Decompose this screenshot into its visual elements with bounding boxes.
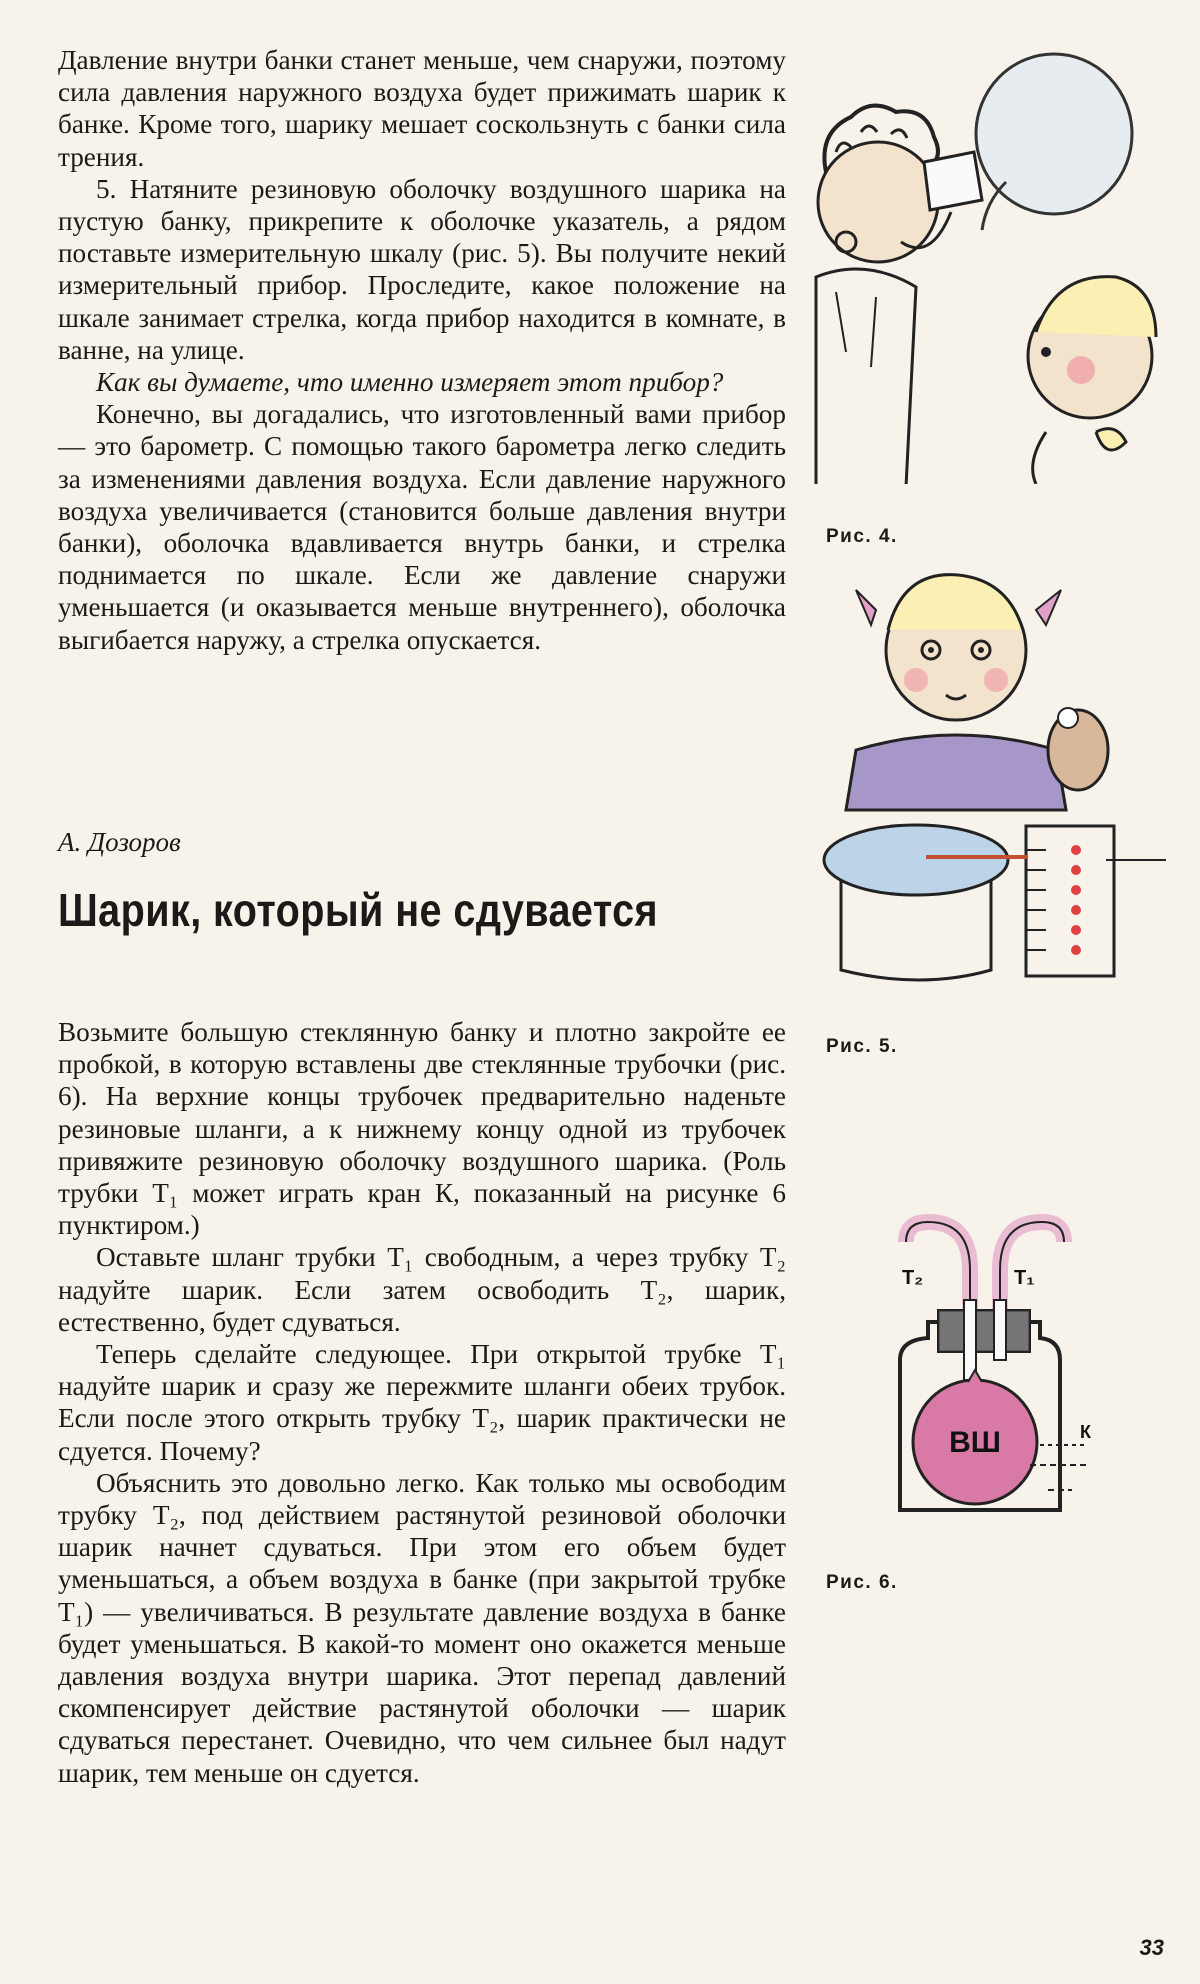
article-title: Шарик, который не сдувается [58, 884, 659, 936]
figure-4-illustration [806, 52, 1166, 484]
figure-4-caption: Рис. 4. [826, 526, 898, 547]
paragraph-barometer: Конечно, вы догадались, что изготовленный вами прибор — это барометр. С помощью такого барометра легко следить за изменениями давления воздуха. Если давление наружного воздуха увеличивается (становится больше давления внутри банки), оболочка вдавливается внутрь банки, и стрелка поднимается по шкале. Если же давление снаружи уменьшается (и оказывается меньше внутреннего), оболочка выгибается наружу, а стрелка опускается. [58, 399, 786, 655]
figure-5 [806, 560, 1166, 1057]
article-body [58, 1016, 786, 1789]
figure-6-caption: Рис. 6. [826, 1572, 898, 1593]
paragraph-experiment: Теперь сделайте следующее. При открытой трубке Т₁ надуйте шарик и сразу же пережмите шланги обеих трубок. Если после этого открыть трубку Т₂, шарик практически не сдуется. Почему? [58, 1339, 786, 1466]
figure-6-diagram [880, 1200, 1130, 1530]
label-tap: К [1080, 1422, 1091, 1442]
figure-5-illustration [806, 560, 1166, 986]
label-t1: Т₁ [1014, 1267, 1035, 1289]
paragraph-inflate: Оставьте шланг трубки Т₁ свободным, а через трубку Т₂ надуйте шарик. Если затем освободить Т₂, шарик, естественно, будет сдуваться. [58, 1242, 786, 1337]
paragraph-pressure: Давление внутри банки станет меньше, чем снаружи, поэтому сила давления наружного воздуха будет прижимать шарик к банке. Кроме того, шарику мешает соскользнуть с банки сила трения. [58, 45, 786, 172]
figure-6 [826, 1200, 1130, 1593]
paragraph-instructions: Возьмите большую стеклянную банку и плотно закройте ее пробкой, в которую вставлены две стеклянные трубочки (рис. 6). На верхние концы трубочек предварительно наденьте резиновые шланги, а к нижнему концу одной из трубочек привяжите резиновую оболочку воздушного шарика. (Роль трубки Т₁ может играть кран К, показанный на рисунке 6 пунктиром.) [58, 1017, 786, 1241]
page-number: 33 [1139, 1935, 1164, 1960]
paragraph-step-5: 5. Натяните резиновую оболочку воздушного шарика на пустую банку, прикрепите к оболочке указатель, а рядом поставьте измерительную шкалу (рис. 5). Вы получите некий измерительный прибор. Проследите, какое положение на шкале занимает стрелка, когда прибор находится в комнате, в ванне, на улице. [58, 173, 786, 365]
paragraph-explanation: Объяснить это довольно легко. Как только мы освободим трубку Т₂, под действием растянутой резиновой оболочки шарик начнет сдуваться. При этом его объем будет уменьшаться, а объем воздуха в банке (при закрытой трубке Т₁) — увеличиваться. В результате давление воздуха в банке будет уменьшаться. В какой-то момент оно окажется меньше давления воздуха внутри шарика. Этот перепад давлений скомпенсирует действие растянутой оболочки — шарик сдуваться перестанет. Очевидно, что чем сильнее был надут шарик, тем меньше он сдуется. [58, 1467, 786, 1788]
label-balloon: ВШ [949, 1426, 1001, 1459]
figure-5-caption: Рис. 5. [826, 1036, 898, 1057]
text-column [58, 44, 786, 1788]
label-t2: Т₂ [902, 1267, 924, 1289]
paragraph-question: Как вы думаете, что именно измеряет этот прибор? [96, 367, 724, 398]
figure-4 [806, 52, 1166, 547]
article-author: А. Дозоров [58, 827, 181, 857]
